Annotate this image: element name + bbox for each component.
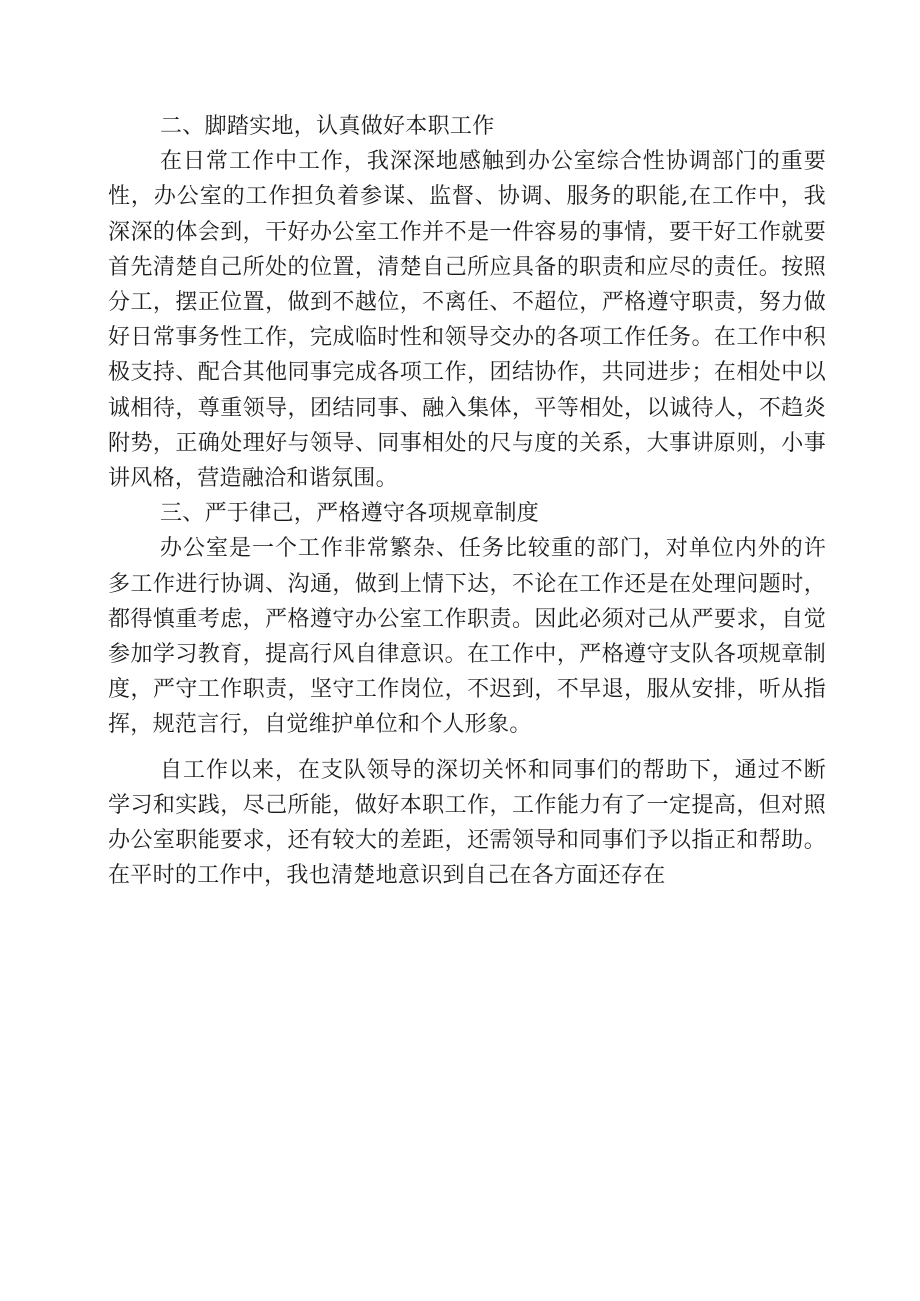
paragraph-3: 办公室是一个工作非常繁杂、任务比较重的部门，对单位内外的许多工作进行协调、沟通，做到上情下达，不论在工作还是在处理问题时，都得慎重考虑，严格遵守办公室工作职责。因此必须对己从严要求，自觉参加学习教育，提高行风自律意识。在工作中，严格遵守支队各项规章制度，严守工作职责，坚守工作岗位，不迟到，不早退，服从安排，听从指挥，规范言行，自觉维护单位和个人形象。 [108, 536, 826, 738]
paragraph-2: 在日常工作中工作，我深深地感触到办公室综合性协调部门的重要性，办公室的工作担负着参谋、监督、协调、服务的职能,在工作中，我深深的体会到，干好办公室工作并不是一件容易的事情，要干好工作就要首先清楚自己所处的位置，清楚自己所应具备的职责和应尽的责任。按照分工，摆正位置，做到不越位，不离任、不超位，严格遵守职责，努力做好日常事务性工作，完成临时性和领导交办的各项工作任务。在工作中积极支持、配合其他同事完成各项工作，团结协作，共同进步；在相处中以诚相待，尊重领导，团结同事、融入集体，平等相处，以诚待人，不趋炎附势，正确处理好与领导、同事相处的尺与度的关系，大事讲原则，小事讲风格，营造融洽和谐氛围。 [108, 149, 826, 492]
section-heading-2: 二、脚踏实地，认真做好本职工作 [160, 114, 495, 139]
paragraph-spacer [108, 743, 826, 753]
paragraph-4: 自工作以来，在支队领导的深切关怀和同事们的帮助下，通过不断学习和实践，尽己所能，做好本职工作，工作能力有了一定提高，但对照办公室职能要求，还有较大的差距，还需领导和同事们予以指正和帮助。在平时的工作中，我也清楚地意识到自己在各方面还存在 [108, 757, 826, 889]
document-body [108, 109, 826, 893]
section-heading-3: 三、严于律己，严格遵守各项规章制度 [160, 501, 540, 527]
